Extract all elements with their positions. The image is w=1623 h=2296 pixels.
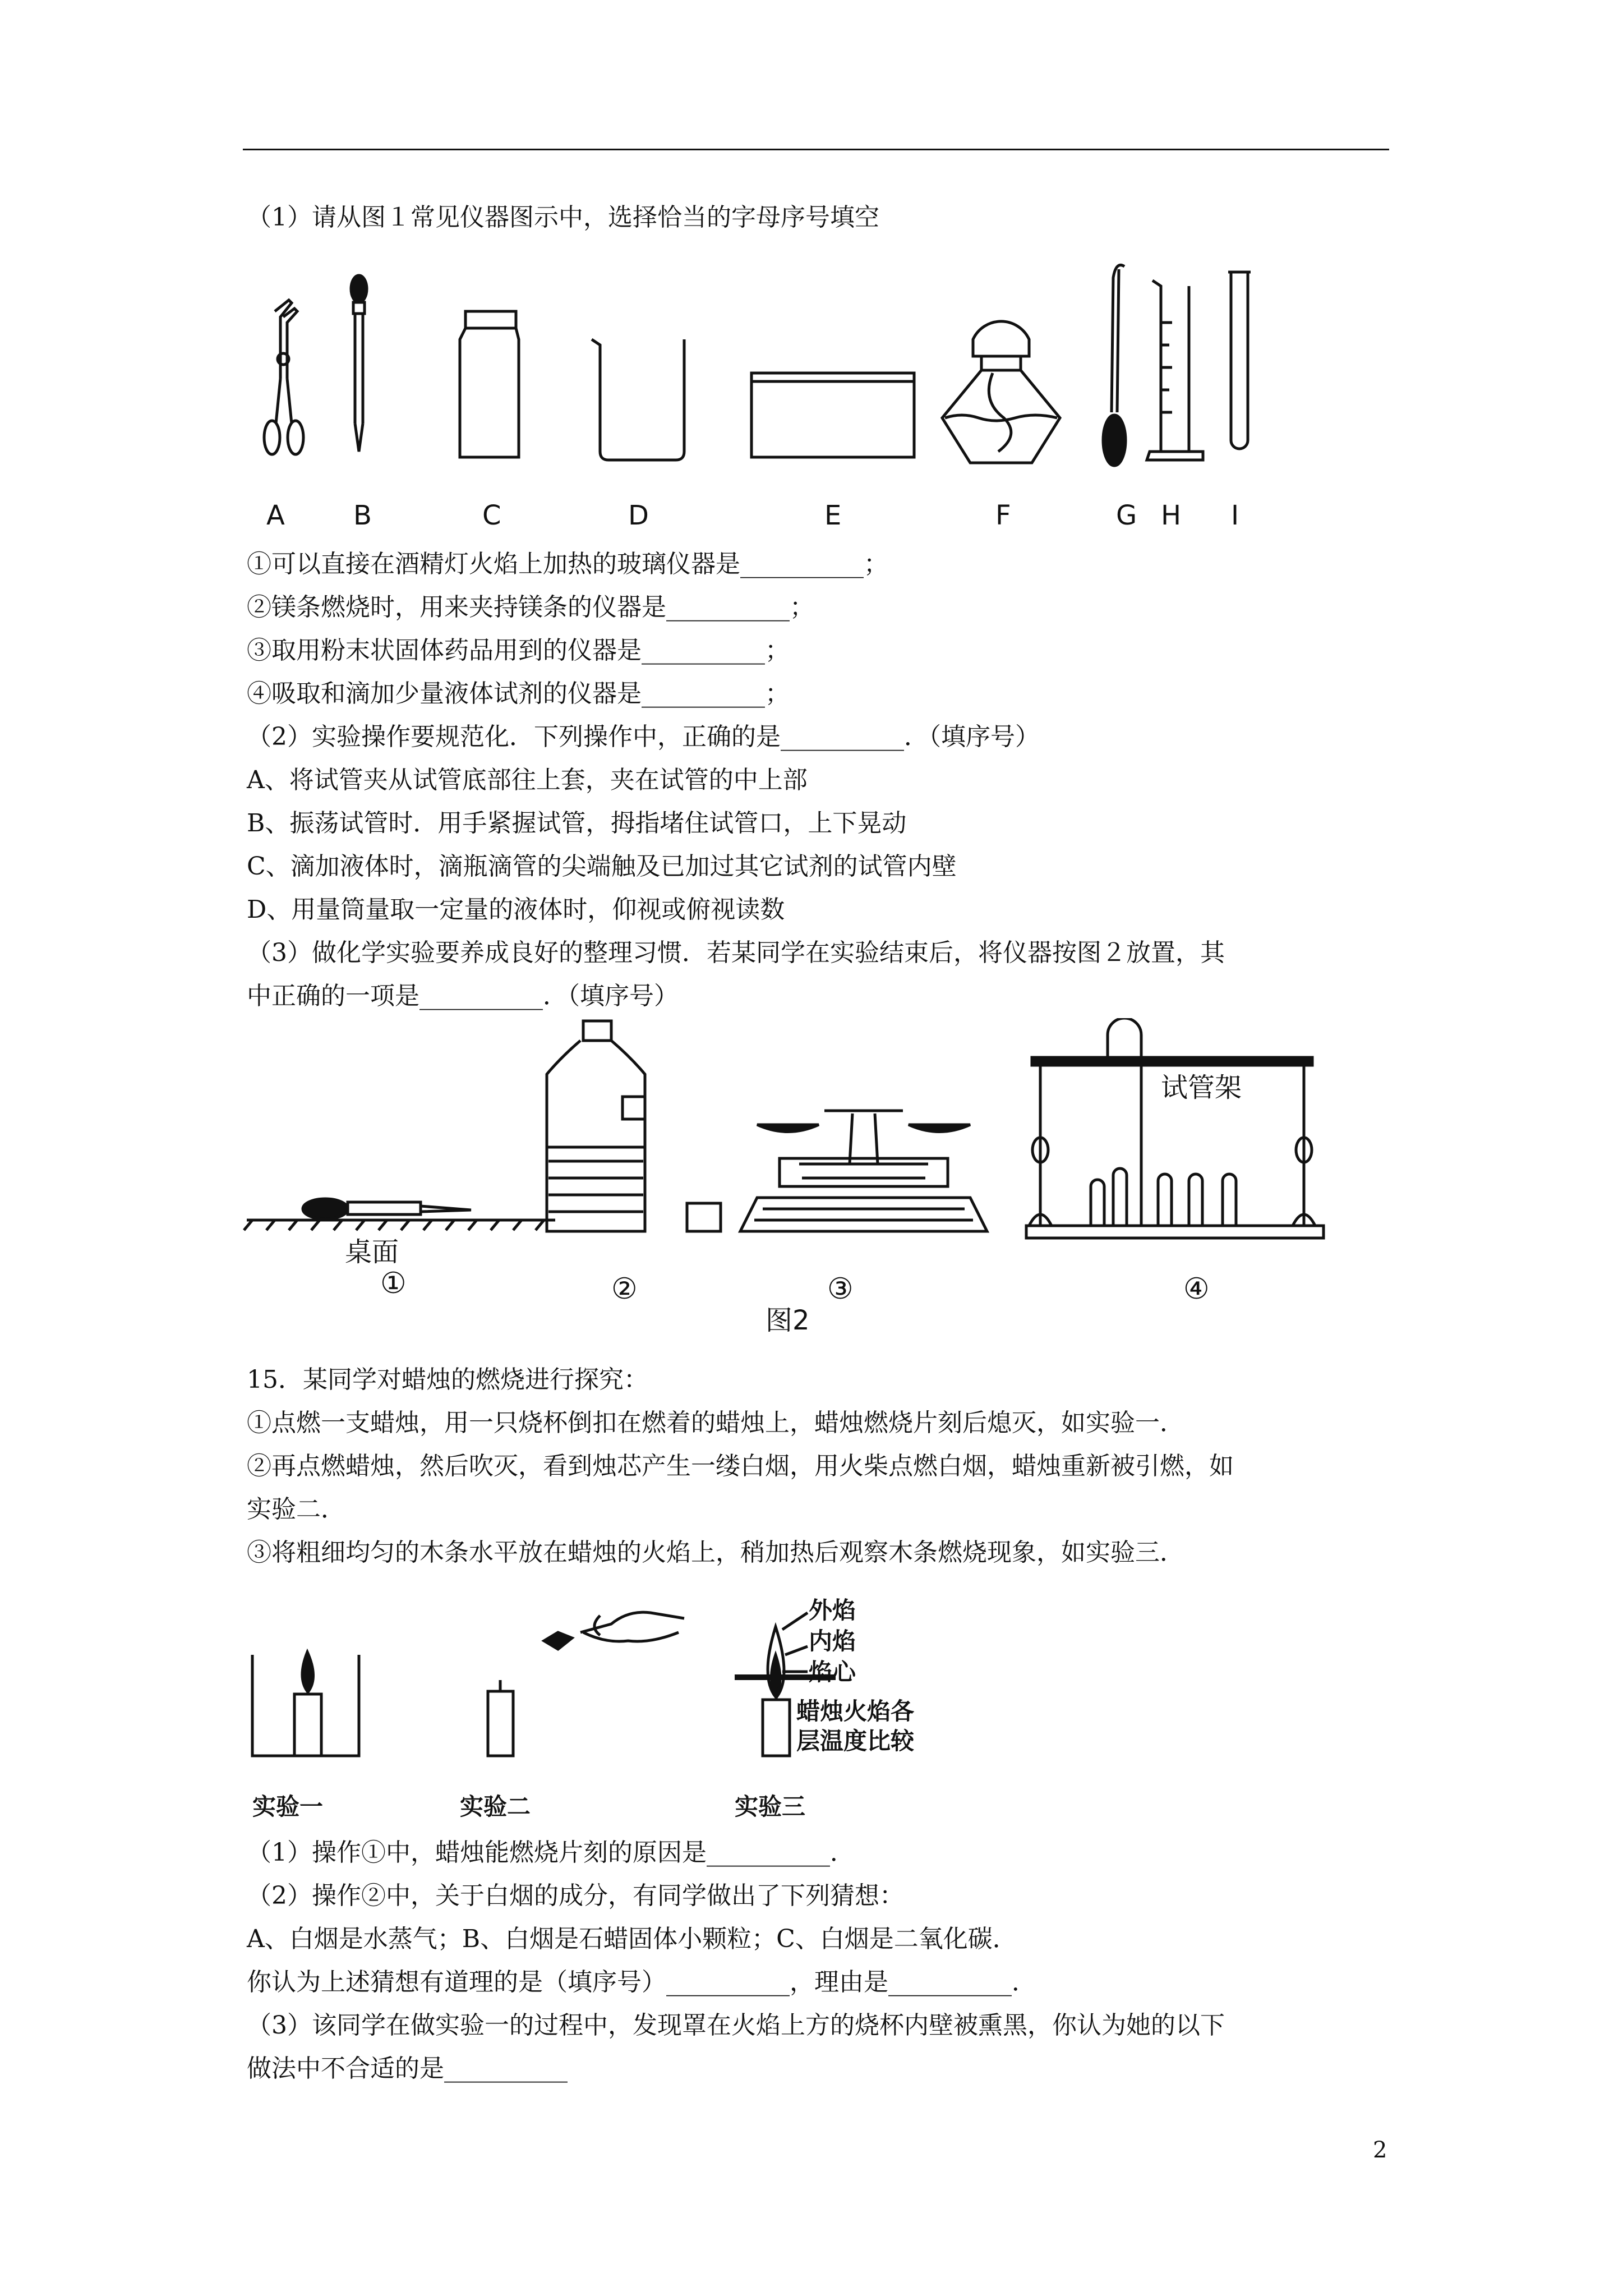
fig2-number-3: ③ [827, 1272, 854, 1306]
fig1-label-H: H [1161, 500, 1182, 531]
q15-step-1: ①点燃一支蜡烛，用一只烧杯倒扣在燃着的蜡烛上，蜡烛燃烧片刻后熄灭，如实验一． [247, 1409, 1184, 1437]
fig2-number-1: ① [380, 1267, 407, 1300]
desk-label: 桌面 [345, 1236, 399, 1268]
q14-option-A: A、将试管夹从试管底部往上套，夹在试管的中上部 [247, 766, 808, 794]
q15-question-3-line2: 做法中不合适的是__________ [247, 2054, 568, 2083]
q15-question-2-ask: 你认为上述猜想有道理的是（填序号）__________，理由是__________． [247, 1968, 1036, 1996]
q15-question-1: （1）操作①中，蜡烛能燃烧片刻的原因是__________． [247, 1838, 855, 1867]
wide-mouth-bottle-icon [460, 311, 519, 457]
outer-flame-label: 外焰 [809, 1596, 856, 1624]
beaker-icon [592, 339, 684, 460]
q14-item-1: ①可以直接在酒精灯火焰上加热的玻璃仪器是__________； [247, 550, 888, 578]
fig2-number-4: ④ [1183, 1272, 1210, 1306]
trough-icon [751, 373, 914, 457]
q15-step-2-line1: ②再点燃蜡烛，然后吹灭，看到烛芯产生一缕白烟，用火柴点燃白烟，蜡烛重新被引燃，如 [247, 1452, 1234, 1480]
dropper-icon [351, 275, 367, 452]
q15-question-2-options: A、白烟是水蒸气；B、白烟是石蜡固体小颗粒；C、白烟是二氧化碳． [247, 1925, 1017, 1953]
flame-core-label: 焰心 [809, 1658, 856, 1686]
fig1-label-D: D [628, 500, 649, 531]
experiment-2-label: 实验二 [460, 1793, 531, 1820]
experiment-3-label: 实验三 [735, 1793, 806, 1820]
test-tube-icon [1228, 272, 1251, 449]
q15-title: 15．某同学对蜡烛的燃烧进行探究： [247, 1365, 648, 1394]
medicine-spoon-icon [1103, 265, 1126, 466]
fig1-label-E: E [824, 500, 842, 531]
q15-question-2: （2）操作②中，关于白烟的成分，有同学做出了下列猜想： [247, 1881, 904, 1910]
fig1-label-I: I [1231, 500, 1239, 531]
header-rule [243, 149, 1389, 150]
q14-part2-prompt: （2）实验操作要规范化．下列操作中，正确的是__________．（填序号） [247, 723, 1040, 751]
q15-step-3: ③将粗细均匀的木条水平放在蜡烛的火焰上，稍加热后观察木条燃烧现象，如实验三． [247, 1538, 1184, 1567]
figure-2-caption: 图2 [766, 1305, 810, 1332]
crucible-tongs-icon [264, 300, 303, 454]
alcohol-lamp-icon [942, 321, 1060, 463]
q14-option-C: C、滴加液体时，滴瓶滴管的尖端触及已加过其它试剂的试管内壁 [247, 852, 957, 881]
balance-icon [740, 1111, 987, 1231]
experiment-1-label: 实验一 [252, 1793, 324, 1820]
flame-note-line2: 层温度比较 [796, 1727, 915, 1755]
test-tube-rack-icon [1026, 1018, 1324, 1238]
figure-3-candle-experiments [241, 1588, 1026, 1834]
q14-part1-prompt: （1）请从图１常见仪器图示中，选择恰当的字母序号填空 [247, 203, 879, 232]
q14-option-B: B、振荡试管时．用手紧握试管，拇指堵住试管口，上下晃动 [247, 809, 907, 838]
candle-under-beaker-icon [252, 1652, 359, 1756]
q15-question-3-line1: （3）该同学在做实验一的过程中，发现罩在火焰上方的烧杯内壁被熏黑，你认为她的以下 [247, 2011, 1225, 2040]
fig1-label-C: C [482, 500, 501, 531]
figure-2-instrument-placement [241, 1018, 1363, 1332]
flame-note-line1: 蜡烛火焰各 [796, 1697, 915, 1725]
q14-item-4: ④吸取和滴加少量液体试剂的仪器是__________； [247, 679, 790, 708]
fig1-label-F: F [995, 500, 1011, 531]
fig2-number-2: ② [611, 1272, 638, 1306]
fig1-label-A: A [266, 500, 285, 531]
q14-part3-prompt-line2: 中正确的一项是__________．（填序号） [247, 982, 679, 1010]
relighting-smoke-icon [488, 1612, 684, 1756]
inner-flame-label: 内焰 [809, 1627, 856, 1655]
page-number: 2 [1373, 2137, 1387, 2163]
dropper-on-desk-icon [244, 1199, 555, 1230]
fig1-label-G: G [1116, 500, 1137, 531]
fig1-label-B: B [353, 500, 372, 531]
q14-option-D: D、用量筒量取一定量的液体时，仰视或俯视读数 [247, 895, 785, 924]
q15-step-2-line2: 实验二． [247, 1495, 345, 1524]
q14-part3-prompt-line1: （3）做化学实验要养成良好的整理习惯．若某同学在实验结束后，将仪器按图２放置，其 [247, 938, 1225, 967]
figure-1-instruments [241, 255, 1363, 541]
q14-item-3: ③取用粉末状固体药品用到的仪器是__________； [247, 636, 790, 665]
graduated-cylinder-icon [1147, 280, 1203, 460]
rack-label: 试管架 [1161, 1072, 1242, 1103]
q14-item-2: ②镁条燃烧时，用来夹持镁条的仪器是__________； [247, 593, 814, 622]
reagent-bottle-icon [547, 1021, 721, 1231]
